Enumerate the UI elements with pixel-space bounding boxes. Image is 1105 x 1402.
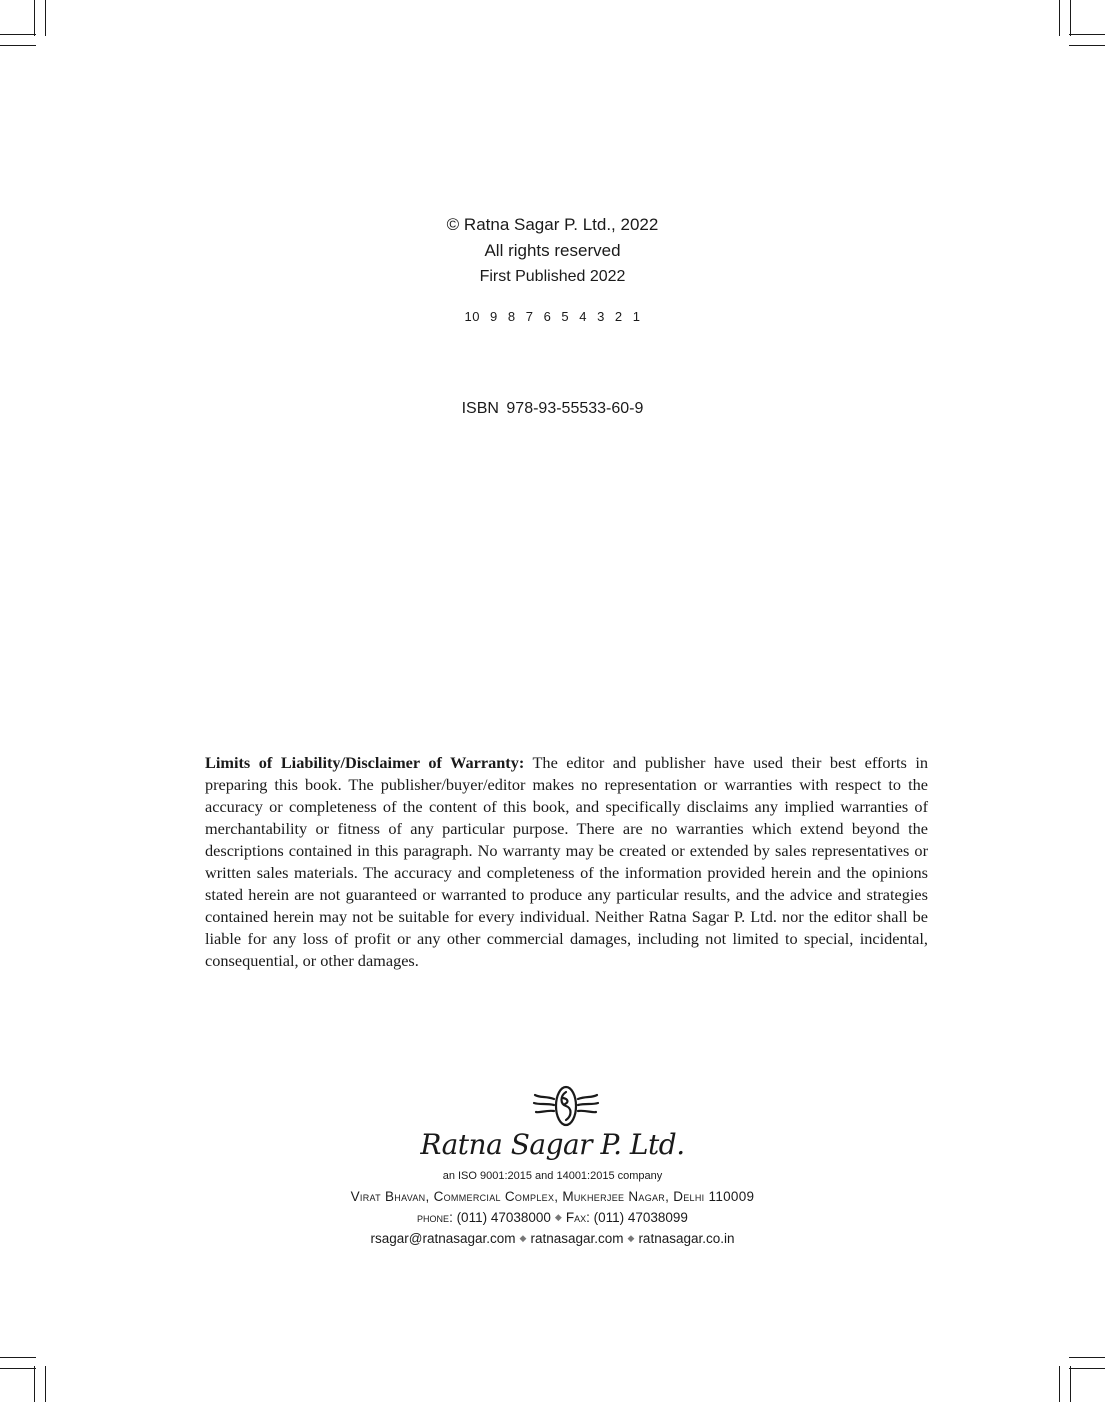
contact-web bbox=[0, 1231, 1105, 1246]
conch-shell-logo bbox=[532, 1084, 600, 1130]
crop-mark bbox=[1069, 1368, 1105, 1369]
crop-mark bbox=[1070, 0, 1071, 36]
copyright-block bbox=[0, 212, 1105, 290]
iso-certification: an ISO 9001:2015 and 14001:2015 company bbox=[442, 1170, 663, 1182]
website-link-in[interactable]: ratnasagar.co.in bbox=[638, 1231, 735, 1246]
crop-mark bbox=[1069, 1357, 1105, 1358]
contact-phone-fax bbox=[0, 1210, 1105, 1225]
publisher-name: Ratna Sagar P. Ltd. bbox=[420, 1128, 685, 1161]
crop-mark bbox=[45, 0, 46, 36]
rights-reserved: All rights reserved bbox=[484, 241, 621, 260]
crop-mark bbox=[1070, 1366, 1071, 1402]
phone-number: : (011) 47038000 bbox=[449, 1210, 551, 1225]
diamond-separator-icon: ◆ bbox=[554, 1212, 562, 1222]
first-published: First Published 2022 bbox=[479, 268, 626, 285]
crop-mark bbox=[1069, 34, 1105, 35]
publisher-address: Virat Bhavan, Commercial Complex, Mukherjee Nagar, Delhi 110009 bbox=[350, 1189, 755, 1204]
crop-mark bbox=[0, 45, 36, 46]
crop-mark bbox=[0, 1357, 36, 1358]
crop-mark bbox=[45, 1366, 46, 1402]
email-link[interactable]: rsagar@ratnasagar.com bbox=[370, 1231, 516, 1246]
diamond-separator-icon: ◆ bbox=[627, 1233, 635, 1243]
phone-label: phone bbox=[417, 1210, 450, 1225]
print-line: 10 9 8 7 6 5 4 3 2 1 bbox=[464, 309, 641, 324]
crop-mark bbox=[0, 34, 36, 35]
disclaimer-body: The editor and publisher have used their best efforts in preparing this book. The publisher/buyer/editor makes no representation or warranties with respect to the accuracy or completeness of the content of this book, and specifically disclaims any implied warranties of merchantability or fitness of any particular purpose. There are no warranties which extend beyond the descriptions contained in this paragraph. No warranty may be created or extended by sales representatives or written sales materials. The accuracy and completeness of the information provided herein and the opinions stated herein are not guaranteed or warranted to produce any particular results, and the advice and strategies contained herein may not be suitable for every individual. Neither Ratna Sagar P. Ltd. nor the editor shall be liable for any loss of profit or any other commercial damages, including not limited to special, incidental, consequential, or other damages. bbox=[205, 753, 928, 970]
disclaimer-heading: Limits of Liability/Disclaimer of Warranty: bbox=[205, 753, 525, 772]
disclaimer-paragraph bbox=[205, 752, 928, 972]
fax-number: : (011) 47038099 bbox=[586, 1210, 688, 1225]
copyright-notice: © Ratna Sagar P. Ltd., 2022 bbox=[446, 215, 659, 234]
diamond-separator-icon: ◆ bbox=[519, 1233, 527, 1243]
crop-mark bbox=[34, 1366, 35, 1402]
isbn: ISBN 978-93-55533-60-9 bbox=[461, 400, 644, 417]
website-link[interactable]: ratnasagar.com bbox=[530, 1231, 624, 1246]
crop-mark bbox=[1059, 0, 1060, 36]
crop-mark bbox=[1059, 1366, 1060, 1402]
fax-label: Fax bbox=[565, 1210, 587, 1225]
crop-mark bbox=[1069, 45, 1105, 46]
crop-mark bbox=[34, 0, 35, 36]
crop-mark bbox=[0, 1368, 36, 1369]
